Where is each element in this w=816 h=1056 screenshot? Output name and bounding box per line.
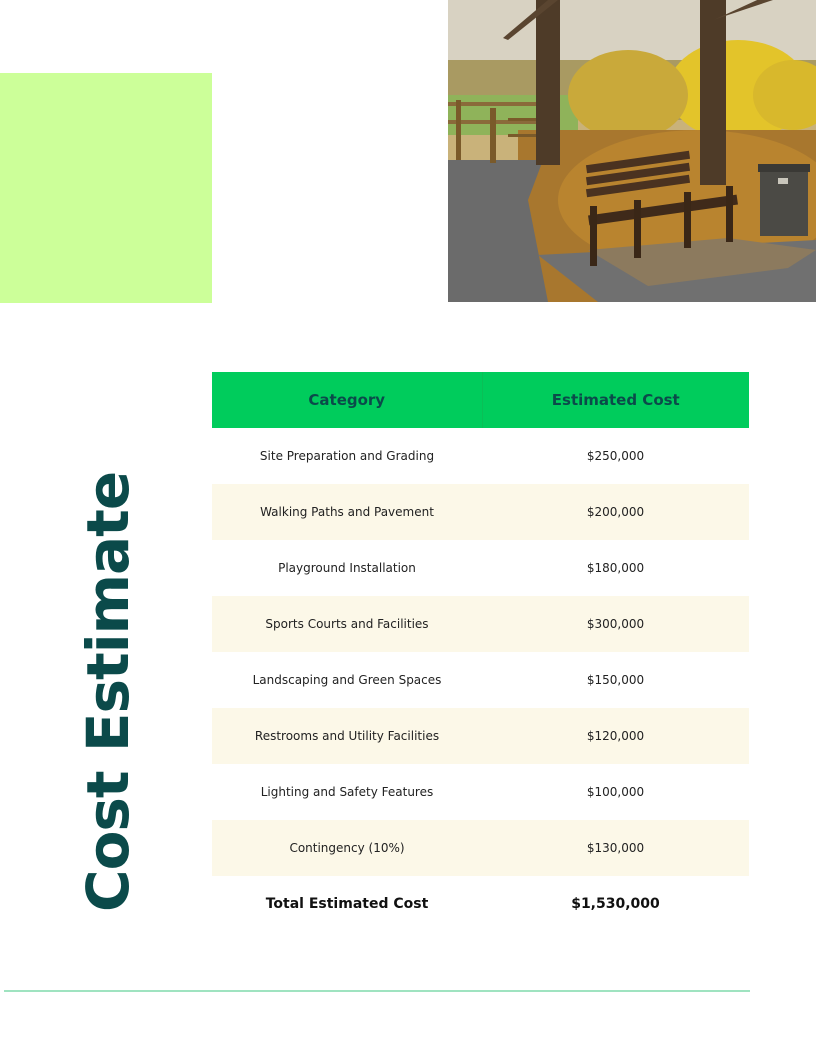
total-value: $1,530,000 xyxy=(571,896,660,912)
table-row xyxy=(212,820,749,876)
table-row xyxy=(212,596,749,652)
table-header-row xyxy=(212,372,749,428)
row-category: Restrooms and Utility Facilities xyxy=(212,708,482,764)
row-cost: $180,000 xyxy=(586,561,645,575)
row-category: Site Preparation and Grading xyxy=(259,449,435,463)
row-cost: $150,000 xyxy=(586,673,645,687)
accent-block xyxy=(0,73,212,303)
row-cost: $250,000 xyxy=(586,449,645,463)
bottom-divider xyxy=(4,990,750,992)
table-row xyxy=(212,484,749,540)
total-label: Total Estimated Cost xyxy=(265,896,429,912)
row-cost: $200,000 xyxy=(482,484,749,540)
park-bench-photo xyxy=(448,0,816,302)
table-row xyxy=(212,428,749,484)
table-row xyxy=(212,708,749,764)
row-category: Lighting and Safety Features xyxy=(260,785,434,799)
row-category: Contingency (10%) xyxy=(212,820,482,876)
row-category: Playground Installation xyxy=(278,561,416,575)
cost-table xyxy=(212,372,749,932)
row-category: Walking Paths and Pavement xyxy=(212,484,482,540)
table-row xyxy=(212,652,749,708)
table-row xyxy=(212,540,749,596)
row-cost: $120,000 xyxy=(482,708,749,764)
row-cost: $300,000 xyxy=(482,596,749,652)
row-cost: $100,000 xyxy=(586,785,645,799)
row-cost: $130,000 xyxy=(482,820,749,876)
page-title: Cost Estimate xyxy=(74,471,142,912)
row-category: Sports Courts and Facilities xyxy=(212,596,482,652)
total-row xyxy=(212,876,749,932)
header-category: Category xyxy=(212,372,482,428)
row-category: Landscaping and Green Spaces xyxy=(252,673,442,687)
header-estimated-cost: Estimated Cost xyxy=(482,372,749,428)
table-row xyxy=(212,764,749,820)
